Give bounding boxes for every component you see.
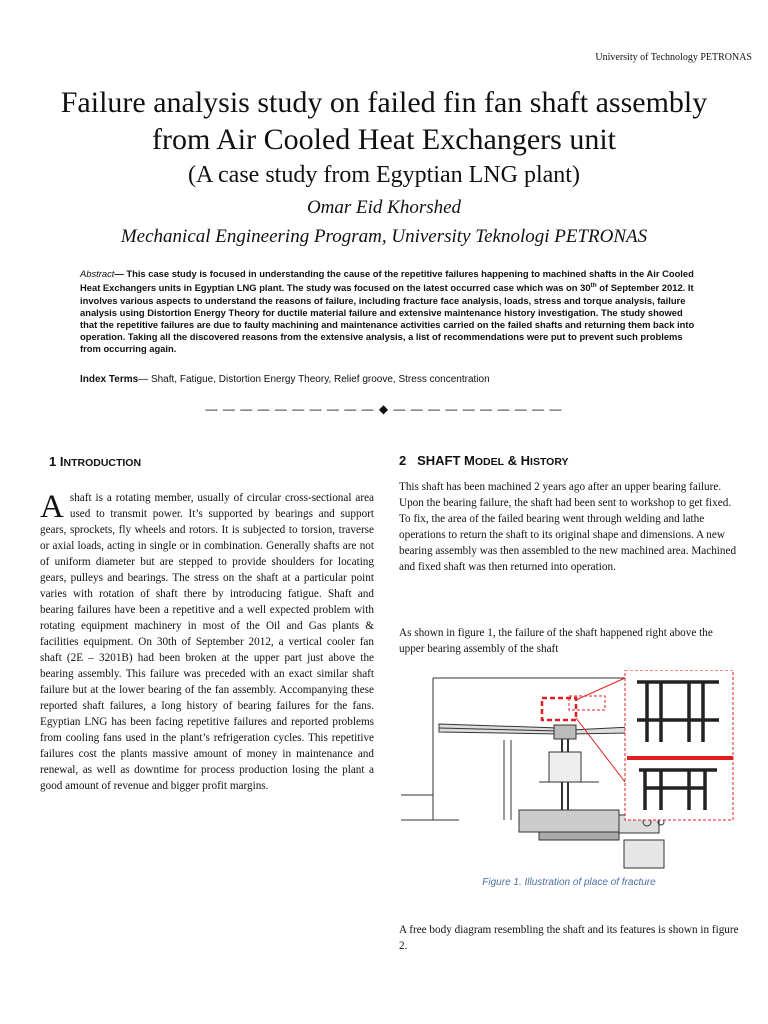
index-terms (80, 374, 702, 385)
index-terms-label: Index Terms (80, 374, 139, 385)
paper-subtitle: (A case study from Egyptian LNG plant) (188, 162, 580, 188)
section-2-number: 2 (399, 453, 407, 468)
section-2-heading (399, 453, 569, 468)
running-header: University of Technology PETRONAS (595, 52, 752, 63)
section-1-number: 1 (49, 454, 57, 469)
author-affiliation: Mechanical Engineering Program, University Teknologi PETRONAS (120, 226, 648, 247)
abstract-superscript: th (590, 282, 597, 290)
section-2-paragraph-3: A free body diagram resembling the shaft and its features is shown in figure 2. (399, 924, 739, 952)
abstract-dash: — (114, 268, 127, 279)
section-2-title-c: & H (504, 453, 531, 468)
section-1-title-rest: NTRODUCTION (63, 457, 142, 469)
section-1-text: shaft is a rotating member, usually of circular cross-sectional area used to transmit power. It’s supported by bearings and support gears, sprockets, fly wheels and rotors. It is subjected to torsion, traverse or axial loads, acting in single or in combination. Generally shafts are not of uniform diameter but are stepped to provide shoulders for locating gears, pulleys and bearings. The stress on the shaft at a particular point varies with rotation of shaft there by introducing fatigue. Shaft and bearing failures have been a repetitive and a well expected problem with rotating equipment machinery in most of the Oil and Gas plants & facilities equipment. On 30th of September 2012, a vertical cooler fan shaft (2E – 3201B) had been broken at the upper part just above the bearing assembly. This failure was preceded with an exact similar shaft failure but at the lower bearing of the fan assembly. Accompanying these reported shaft failures, a long history of bearing failures for the fans. Egyptian LNG has been facing repetitive failures and reported problems from cooling fans used in the plant’s refrigeration cycles. This repetitive failures cost the plants massive amount of money in maintenance and renewal, as well as downtime for process production losing the plant a good amount of revenue and bigger profit margins. (40, 492, 374, 792)
section-2-title-a: SHAFT M (417, 453, 475, 468)
abstract-text-1: This case study is focused in understanding the cause of the repetitive failures happening to machined shafts in the Air Cooled Heat Exchangers units in Egyptian LNG plant. The study was focused on the latest occurred case which was on 30 (80, 268, 694, 294)
section-1-body (40, 490, 374, 794)
paper-title (0, 84, 768, 158)
abstract-text-2: of September 2012. It involves various aspects to understand the reasons of failure, including fracture face analysis, loads, stress and torque analysis, failure analysis using Distortion Energy Theory for ductile material failure and extensive maintenance history investigation. The study showed that the repetitive failures are due to faulty machining and maintenance activities carried on the failed shafts and returning them back into operation. Taking all the discovered reasons from the extensive analysis, a list of recommendations were put to prevent such problems from occurring again. (80, 282, 695, 355)
abstract-label: Abstract (80, 268, 115, 279)
section-2-paragraph-1: This shaft has been machined 2 years ago after an upper bearing failure. Upon the bearing failure, the shaft had been sent to workshop to get fixed. To fix, the area of the failed bearing went through welding and lathe operations to return the shaft to its original shape and dimensions. A new bearing assembly was then assembled to the new machined area. Machined and fixed shaft was then returned into operation. (399, 481, 737, 573)
fracture-highlight-box (542, 698, 576, 720)
index-terms-dash: — (138, 374, 151, 385)
fan-assembly-illustration (399, 670, 739, 870)
title-line-2: from Air Cooled Heat Exchangers unit (151, 123, 617, 156)
section-2-paragraph-2: As shown in figure 1, the failure of the shaft happened right above the upper bearing assembly of the shaft (399, 627, 713, 655)
author-name: Omar Eid Khorshed (306, 197, 462, 218)
fracture-zoom-box (625, 670, 733, 820)
index-terms-text: Shaft, Fatigue, Distortion Energy Theory, Relief groove, Stress concentration (150, 374, 490, 385)
section-1-heading (49, 454, 141, 469)
title-line-1: Failure analysis study on failed fin fan shaft assembly (60, 86, 708, 119)
abstract (80, 268, 702, 356)
figure-1 (399, 670, 739, 870)
figure-1-caption: Figure 1. Illustration of place of fracture (482, 877, 656, 888)
section-divider: — — — — — — — — — — ◆ — — — — — — — — — — (205, 402, 563, 416)
section-1-title-initial: I (59, 454, 64, 469)
section-2-title-b: ODEL (474, 456, 505, 468)
section-2-title-d: ISTORY (530, 456, 569, 468)
drop-cap: A (40, 489, 64, 525)
